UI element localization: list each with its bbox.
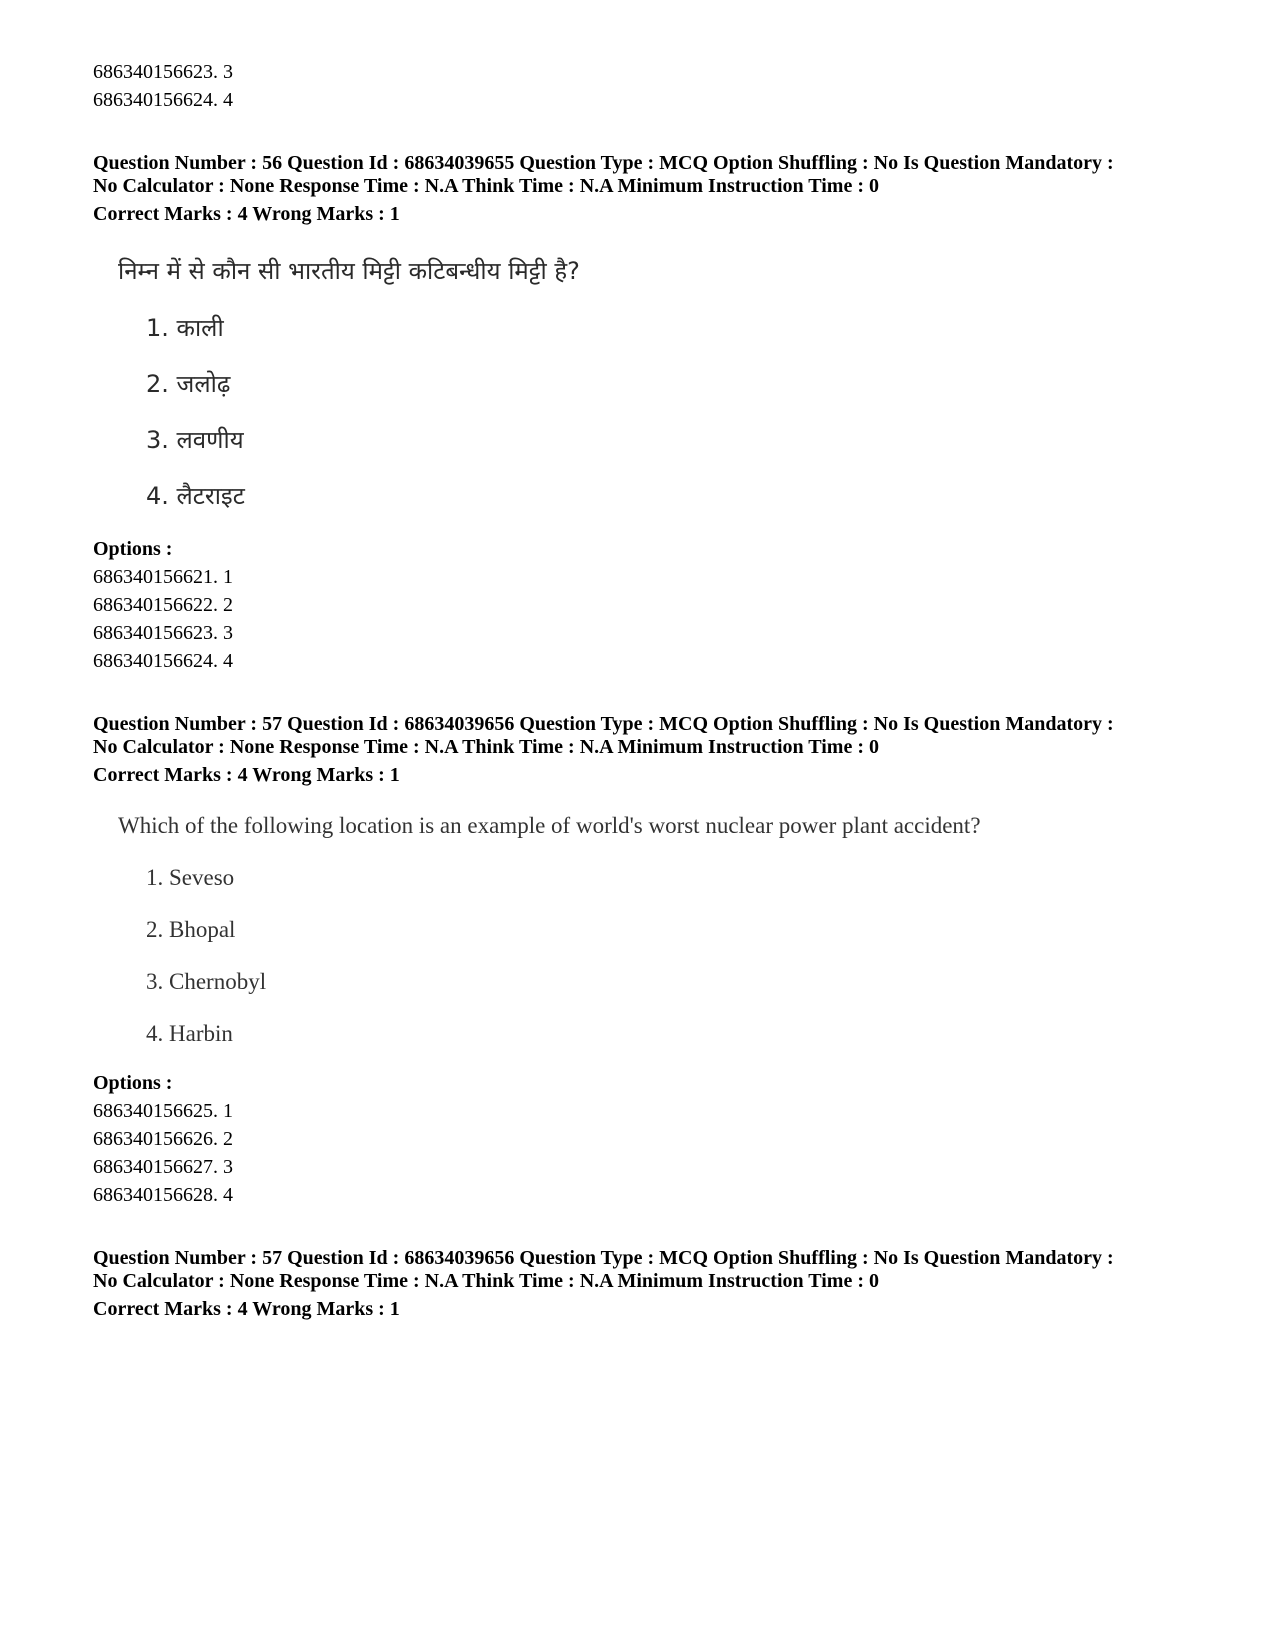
question-header-line2: No Calculator : None Response Time : N.A Think Time : N.A Minimum Instruction Time : 0	[93, 1270, 879, 1292]
question-text: Which of the following location is an example of world's worst nuclear power plant accident?	[118, 813, 981, 838]
question-marks: Correct Marks : 4 Wrong Marks : 1	[93, 203, 400, 225]
option-line: 686340156625. 1	[93, 1100, 233, 1122]
option-line: 686340156621. 1	[93, 566, 233, 588]
option-line: 686340156623. 3	[93, 61, 233, 83]
option-line: 686340156624. 4	[93, 89, 233, 111]
question-choice: 2. Bhopal	[146, 917, 236, 942]
question-marks: Correct Marks : 4 Wrong Marks : 1	[93, 1298, 400, 1320]
question-marks: Correct Marks : 4 Wrong Marks : 1	[93, 764, 400, 786]
question-choice: 2. जलोढ़	[146, 370, 231, 398]
option-line: 686340156628. 4	[93, 1184, 233, 1206]
options-label: Options :	[93, 1072, 173, 1094]
question-header-line1: Question Number : 57 Question Id : 68634039656 Question Type : MCQ Option Shuffling : No Is Question Mandatory :	[93, 713, 1114, 735]
question-header-line1: Question Number : 56 Question Id : 68634039655 Question Type : MCQ Option Shuffling : No Is Question Mandatory :	[93, 152, 1114, 174]
option-line: 686340156626. 2	[93, 1128, 233, 1150]
option-line: 686340156624. 4	[93, 650, 233, 672]
question-choice: 4. Harbin	[146, 1021, 233, 1046]
option-line: 686340156622. 2	[93, 594, 233, 616]
question-header-line2: No Calculator : None Response Time : N.A Think Time : N.A Minimum Instruction Time : 0	[93, 175, 879, 197]
question-header-line1: Question Number : 57 Question Id : 68634039656 Question Type : MCQ Option Shuffling : No Is Question Mandatory :	[93, 1247, 1114, 1269]
question-choice: 1. Seveso	[146, 865, 235, 890]
options-label: Options :	[93, 538, 173, 560]
option-line: 686340156627. 3	[93, 1156, 233, 1178]
question-choice: 4. लैटराइट	[146, 482, 245, 510]
question-choice: 3. Chernobyl	[146, 969, 267, 994]
question-choice: 3. लवणीय	[146, 426, 244, 454]
question-text: निम्न में से कौन सी भारतीय मिट्टी कटिबन्धीय मिट्टी है?	[118, 257, 580, 285]
question-header-line2: No Calculator : None Response Time : N.A Think Time : N.A Minimum Instruction Time : 0	[93, 736, 879, 758]
question-choice: 1. काली	[146, 314, 224, 342]
option-line: 686340156623. 3	[93, 622, 233, 644]
